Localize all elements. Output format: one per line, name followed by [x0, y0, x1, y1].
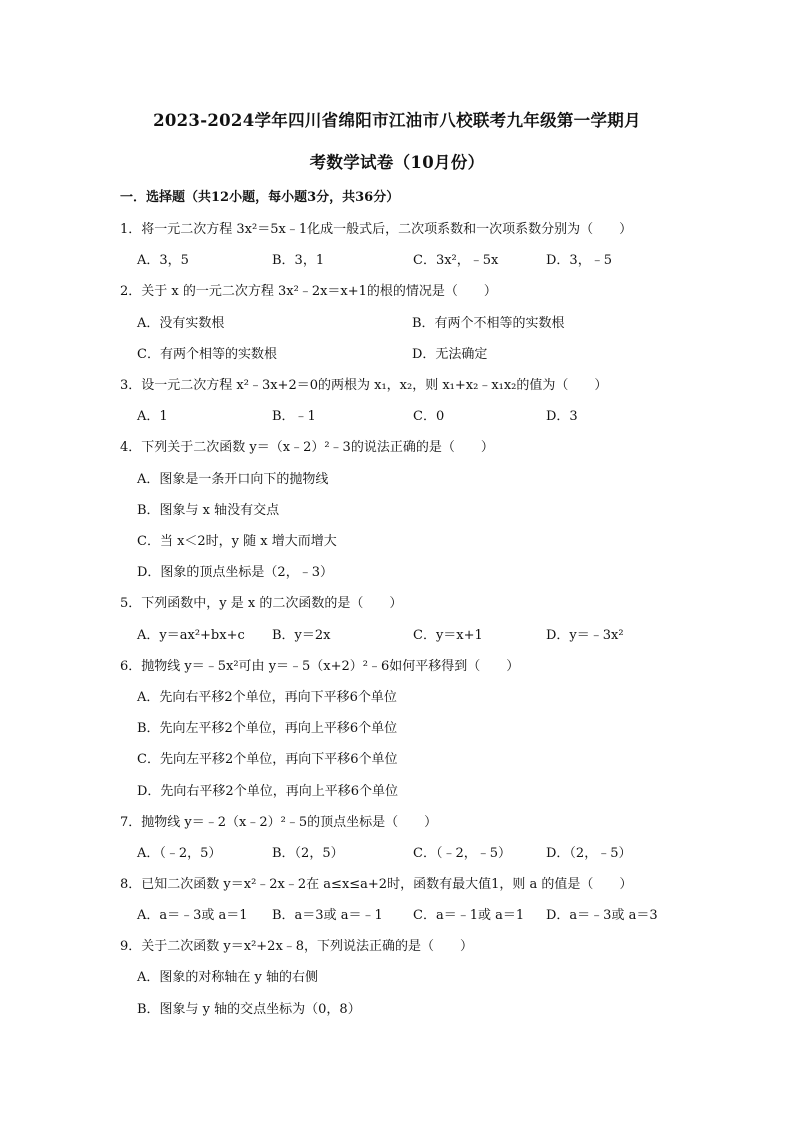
- q1-option-b: B．3，1: [272, 253, 325, 268]
- question-1: 1．将一元二次方程 3x²＝5x﹣1化成一般式后，二次项系数和一次项系数分别为（ ）: [120, 222, 633, 237]
- q3-option-d: D．3: [546, 409, 578, 424]
- q7-option-a: A．（﹣2，5）: [137, 846, 222, 861]
- question-2: 2．关于 x 的一元二次方程 3x²﹣2x＝x+1的根的情况是（ ）: [120, 284, 497, 299]
- title-line-1: 2023-2024学年四川省绵阳市江油市八校联考九年级第一学期月: [153, 111, 641, 130]
- q2-option-b: B．有两个不相等的实数根: [412, 316, 565, 331]
- q9-option-a: A．图象的对称轴在 y 轴的右侧: [137, 970, 318, 985]
- q7-option-b: B．（2，5）: [272, 846, 344, 861]
- q1-option-c: C．3x²，﹣5x: [413, 253, 499, 268]
- q8-option-c: C．a＝﹣1或 a＝1: [413, 908, 525, 923]
- q6-option-c: C．先向左平移2个单位，再向下平移6个单位: [137, 752, 398, 767]
- q4-option-b: B．图象与 x 轴没有交点: [137, 503, 280, 518]
- title-line-2: 考数学试卷（10月份）: [309, 153, 485, 172]
- question-7: 7．抛物线 y＝﹣2（x﹣2）²﹣5的顶点坐标是（ ）: [120, 815, 438, 830]
- q4-option-d: D．图象的顶点坐标是（2，﹣3）: [137, 565, 333, 580]
- q6-option-d: D．先向右平移2个单位，再向上平移6个单位: [137, 784, 398, 799]
- question-8: 8．已知二次函数 y＝x²﹣2x﹣2在 a≤x≤a+2时，函数有最大值1，则 a 的值是（ ）: [120, 877, 633, 892]
- q6-option-a: A．先向右平移2个单位，再向下平移6个单位: [137, 690, 397, 705]
- q7-option-c: C．（﹣2，﹣5）: [413, 846, 511, 861]
- q9-option-b: B．图象与 y 轴的交点坐标为（0，8）: [137, 1002, 361, 1017]
- q8-option-d: D．a＝﹣3或 a＝3: [546, 908, 658, 923]
- question-4: 4．下列关于二次函数 y＝（x﹣2）²﹣3的说法正确的是（ ）: [120, 440, 494, 455]
- q7-option-d: D．（2，﹣5）: [546, 846, 632, 861]
- q5-option-b: B．y＝2x: [272, 628, 331, 643]
- q3-option-b: B．﹣1: [272, 409, 316, 424]
- q8-option-a: A．a＝﹣3或 a＝1: [137, 908, 248, 923]
- q4-option-a: A．图象是一条开口向下的抛物线: [137, 472, 329, 487]
- q2-option-a: A．没有实数根: [137, 316, 225, 331]
- q5-option-c: C．y＝x+1: [413, 628, 483, 643]
- q6-option-b: B．先向左平移2个单位，再向上平移6个单位: [137, 721, 398, 736]
- q4-option-c: C．当 x＜2时，y 随 x 增大而增大: [137, 534, 337, 549]
- q1-option-a: A．3，5: [137, 253, 189, 268]
- question-5: 5．下列函数中，y 是 x 的二次函数的是（ ）: [120, 596, 403, 611]
- q3-option-c: C．0: [413, 409, 445, 424]
- question-9: 9．关于二次函数 y＝x²+2x﹣8，下列说法正确的是（ ）: [120, 939, 474, 954]
- section-heading: 一．选择题（共12小题，每小题3分，共36分）: [120, 190, 400, 205]
- q2-option-d: D．无法确定: [412, 347, 488, 362]
- q5-option-d: D．y＝﹣3x²: [546, 628, 624, 643]
- q8-option-b: B．a＝3或 a＝﹣1: [272, 908, 383, 923]
- question-6: 6．抛物线 y＝﹣5x²可由 y＝﹣5（x+2）²﹣6如何平移得到（ ）: [120, 659, 520, 674]
- q1-option-d: D．3，﹣5: [546, 253, 612, 268]
- q3-option-a: A．1: [137, 409, 168, 424]
- q2-option-c: C．有两个相等的实数根: [137, 347, 277, 362]
- q5-option-a: A．y＝ax²+bx+c: [137, 628, 245, 643]
- question-3: 3．设一元二次方程 x²﹣3x+2＝0的两根为 x₁，x₂，则 x₁+x₂﹣x₁x₂的值为（ ）: [120, 378, 608, 393]
